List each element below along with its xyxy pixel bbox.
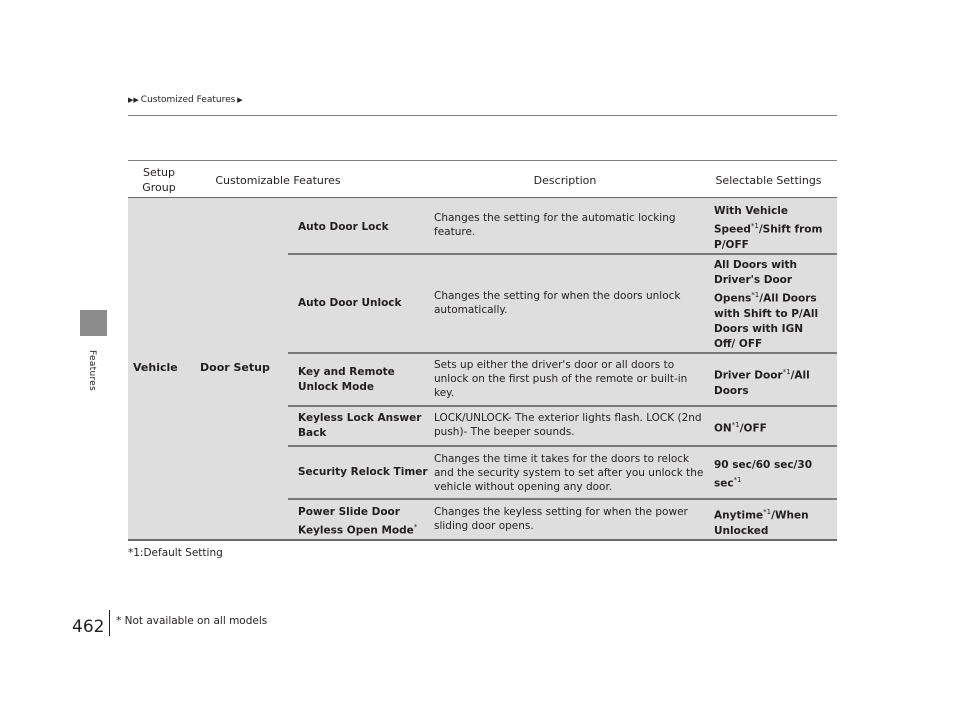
table-row [288,198,837,253]
feature-settings: Anytime$^{*1}$/When Unlocked [714,508,809,537]
feature-description: Changes the keyless setting for when the power sliding door opens. [434,506,688,532]
feature-description: LOCK/UNLOCK- The exterior lights flash. LOCK (2nd push)- The beeper sounds. [434,412,702,438]
feature-name: Key and Remote Unlock Mode [298,366,395,393]
header-rule [128,115,837,116]
header-selectable-settings: Selectable Settings [715,174,822,187]
feature-settings: Driver Door$^{*1}$/All Doors [714,368,810,397]
triangle-right-icon: ▶▶ [128,96,139,104]
feature-name: Security Relock Timer [298,466,428,478]
subgroup-cell: Door Setup [200,361,270,374]
table-top-rule [128,160,837,161]
note-divider [109,610,110,636]
footnote: *1:Default Setting [128,547,223,559]
breadcrumb [128,95,243,105]
breadcrumb-text: Customized Features [140,95,236,105]
table-row [288,407,837,445]
table-row [288,354,837,405]
feature-name: Keyless Lock Answer Back [298,412,422,439]
feature-description: Sets up either the driver's door or all doors to unlock on the first push of the remote or built-in key. [434,359,688,399]
availability-note: * Not available on all models [116,615,268,627]
feature-settings: ON$^{*1}$/OFF [714,421,767,435]
page-number: 462 [72,617,105,637]
feature-settings: 90 sec/60 sec/30 $\sec^{*1}$ [714,459,813,490]
feature-name: Auto Door Lock [298,221,389,233]
section-tab [80,310,107,336]
setup-group-cell: Vehicle [133,361,178,374]
triangle-right-icon: ▶ [237,96,243,104]
feature-name: Auto Door Unlock [298,297,402,309]
table-bottom-rule [128,539,837,541]
table-row [288,500,837,539]
feature-description: Changes the time it takes for the doors to relock and the security system to set after you unlock the vehicle without opening any door. [434,453,704,493]
header-description: Description [533,174,597,187]
feature-description: Changes the setting for the automatic locking feature. [434,212,676,238]
feature-name: Power Slide Door Keyless Open Mode* [298,506,418,537]
feature-description: Changes the setting for when the doors unlock automatically. [434,290,681,316]
header-setup-group: Setup Group [142,166,176,194]
table-row [288,255,837,352]
header-customizable-features: Customizable Features [215,174,341,187]
feature-settings: With Vehicle Speed$^{*1}$/Shift from P/OFF [714,205,823,251]
section-label: Features [87,350,97,392]
feature-settings: All Doors with Driver's Door Opens$^{*1}$/All Doors with Shift to P/All Doors with IGN Off/ OFF [714,259,819,350]
table-row [288,447,837,498]
